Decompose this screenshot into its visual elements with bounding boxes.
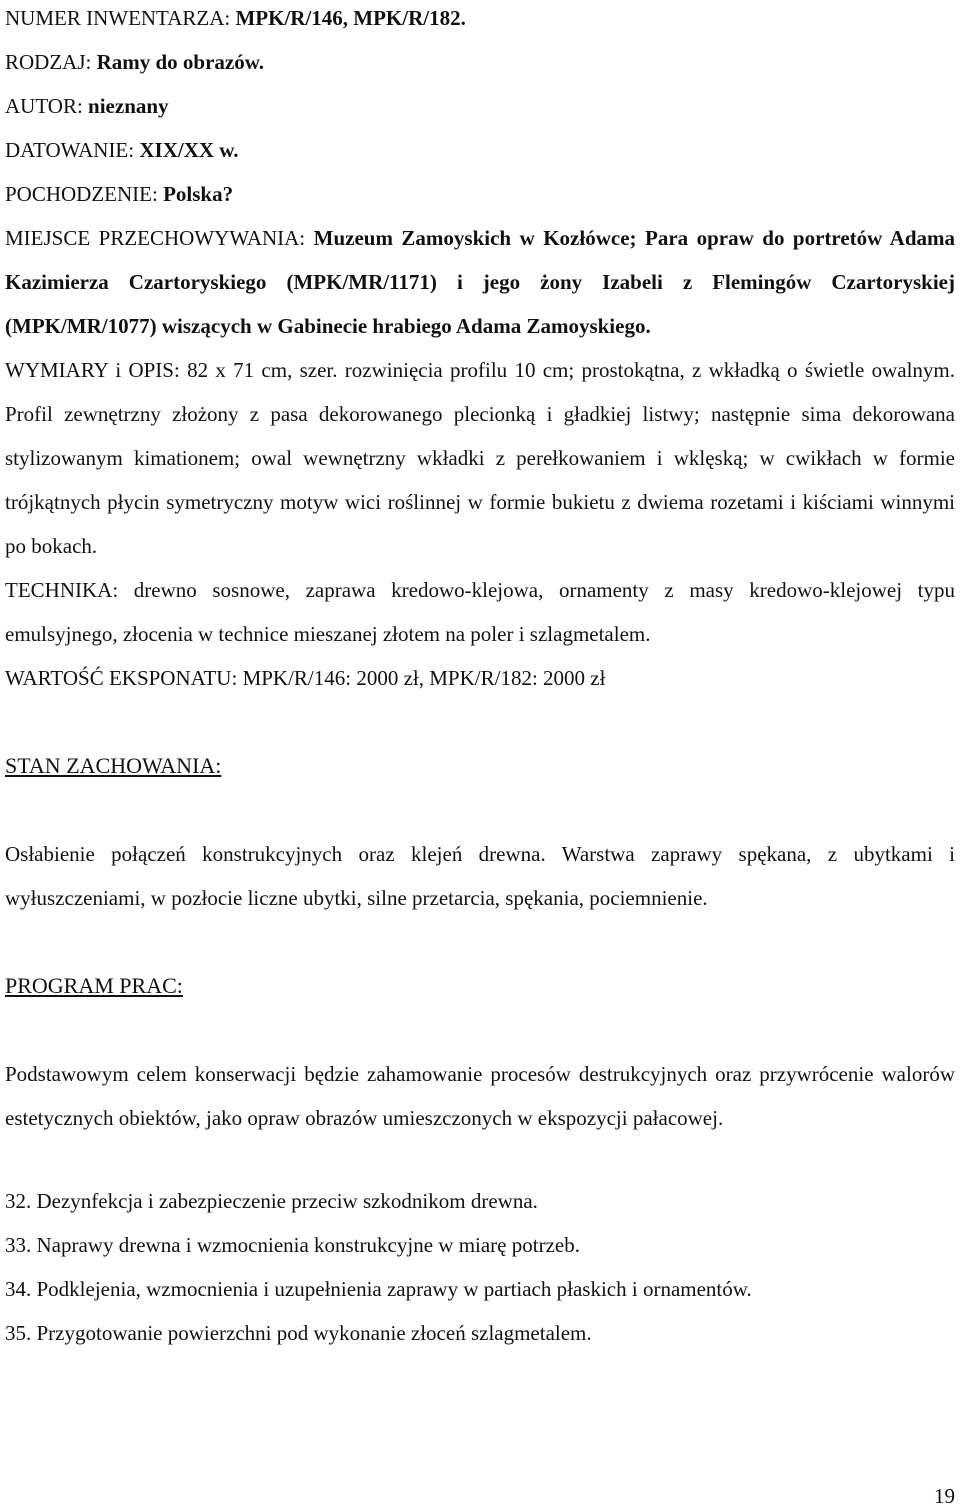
field-numer-inwentarza — [5, 0, 955, 40]
section-heading-program-prac: PROGRAM PRAC: — [5, 973, 183, 998]
field-autor — [5, 84, 955, 128]
stan-zachowania-text: Osłabienie połączeń konstrukcyjnych oraz klejeń drewna. Warstwa zaprawy spękana, z ubytkami i wyłuszczeniami, w pozłocie liczne ubytki, silne przetarcia, spękania, pociemnienie. — [5, 842, 955, 910]
field-label: WYMIARY i OPIS: — [5, 358, 180, 382]
field-value: MPK/R/146, MPK/R/182. — [235, 6, 466, 30]
field-wartosc-eksponatu — [5, 656, 955, 700]
field-value: nieznany — [88, 94, 169, 118]
field-datowanie — [5, 128, 955, 172]
list-item: 35. Przygotowanie powierzchni pod wykonanie złoceń szlagmetalem. — [5, 1321, 592, 1345]
field-rodzaj — [5, 40, 955, 84]
field-pochodzenie — [5, 172, 955, 216]
program-prac-text: Podstawowym celem konserwacji będzie zahamowanie procesów destrukcyjnych oraz przywrócenie walorów estetycznych obiektów, jako opraw obrazów umieszczonych w ekspozycji pałacowej. — [5, 1062, 955, 1130]
list-item: 34. Podklejenia, wzmocnienia i uzupełnienia zaprawy w partiach płaskich i ornamentów. — [5, 1277, 752, 1301]
field-value: drewno sosnowe, zaprawa kredowo-klejowa, ornamenty z masy kredowo-klejowej typu emulsyjnego, złocenia w technice mieszanej złotem na poler i szlagmetalem. — [5, 578, 955, 646]
field-technika — [5, 568, 955, 656]
field-value: 82 x 71 cm, szer. rozwinięcia profilu 10 cm; prostokątna, z wkładką o świetle owalnym. Profil zewnętrzny złożony z pasa dekorowanego plecionką i gładkiej listwy; następnie sima dekorowana stylizowanym kimationem; owal wewnętrzny wkładki z perełkowaniem i wklęską; w cwikłach w formie trójkątnych płycin symetryczny motyw wici roślinnej w formie bukietu z dwiema rozetami i kiściami winnymi po bokach. — [5, 358, 955, 558]
field-label: MIEJSCE PRZECHOWYWANIA: — [5, 226, 306, 250]
field-label: POCHODZENIE: — [5, 182, 158, 206]
field-label: RODZAJ: — [5, 50, 92, 74]
field-label: TECHNIKA: — [5, 578, 119, 602]
field-value: Ramy do obrazów. — [96, 50, 265, 74]
field-label: DATOWANIE: — [5, 138, 135, 162]
list-item: 33. Naprawy drewna i wzmocnienia konstrukcyjne w miarę potrzeb. — [5, 1233, 580, 1257]
field-wymiary-opis — [5, 348, 955, 568]
field-value: Muzeum Zamoyskich w Kozłówce; Para opraw do portretów Adama Kazimierza Czartoryskiego (MPK/MR/1171) i jego żony Izabeli z Flemingów Czartoryskiej (MPK/MR/1077) wiszących w Gabinecie hrabiego Adama Zamoyskiego. — [5, 226, 955, 338]
section-heading-stan-zachowania: STAN ZACHOWANIA: — [5, 753, 222, 778]
field-miejsce-przechowywania — [5, 216, 955, 348]
page-number: 19 — [934, 1484, 955, 1508]
document-page — [5, 0, 955, 1355]
field-label: AUTOR: — [5, 94, 83, 118]
field-label: NUMER INWENTARZA: — [5, 6, 231, 30]
field-label: WARTOŚĆ EKSPONATU: — [5, 666, 238, 690]
program-prac-list — [5, 1179, 955, 1355]
field-value: XIX/XX w. — [139, 138, 239, 162]
list-item: 32. Dezynfekcja i zabezpieczenie przeciw szkodnikom drewna. — [5, 1189, 538, 1213]
field-value: Polska? — [163, 182, 234, 206]
field-value: MPK/R/146: 2000 zł, MPK/R/182: 2000 zł — [242, 666, 606, 690]
